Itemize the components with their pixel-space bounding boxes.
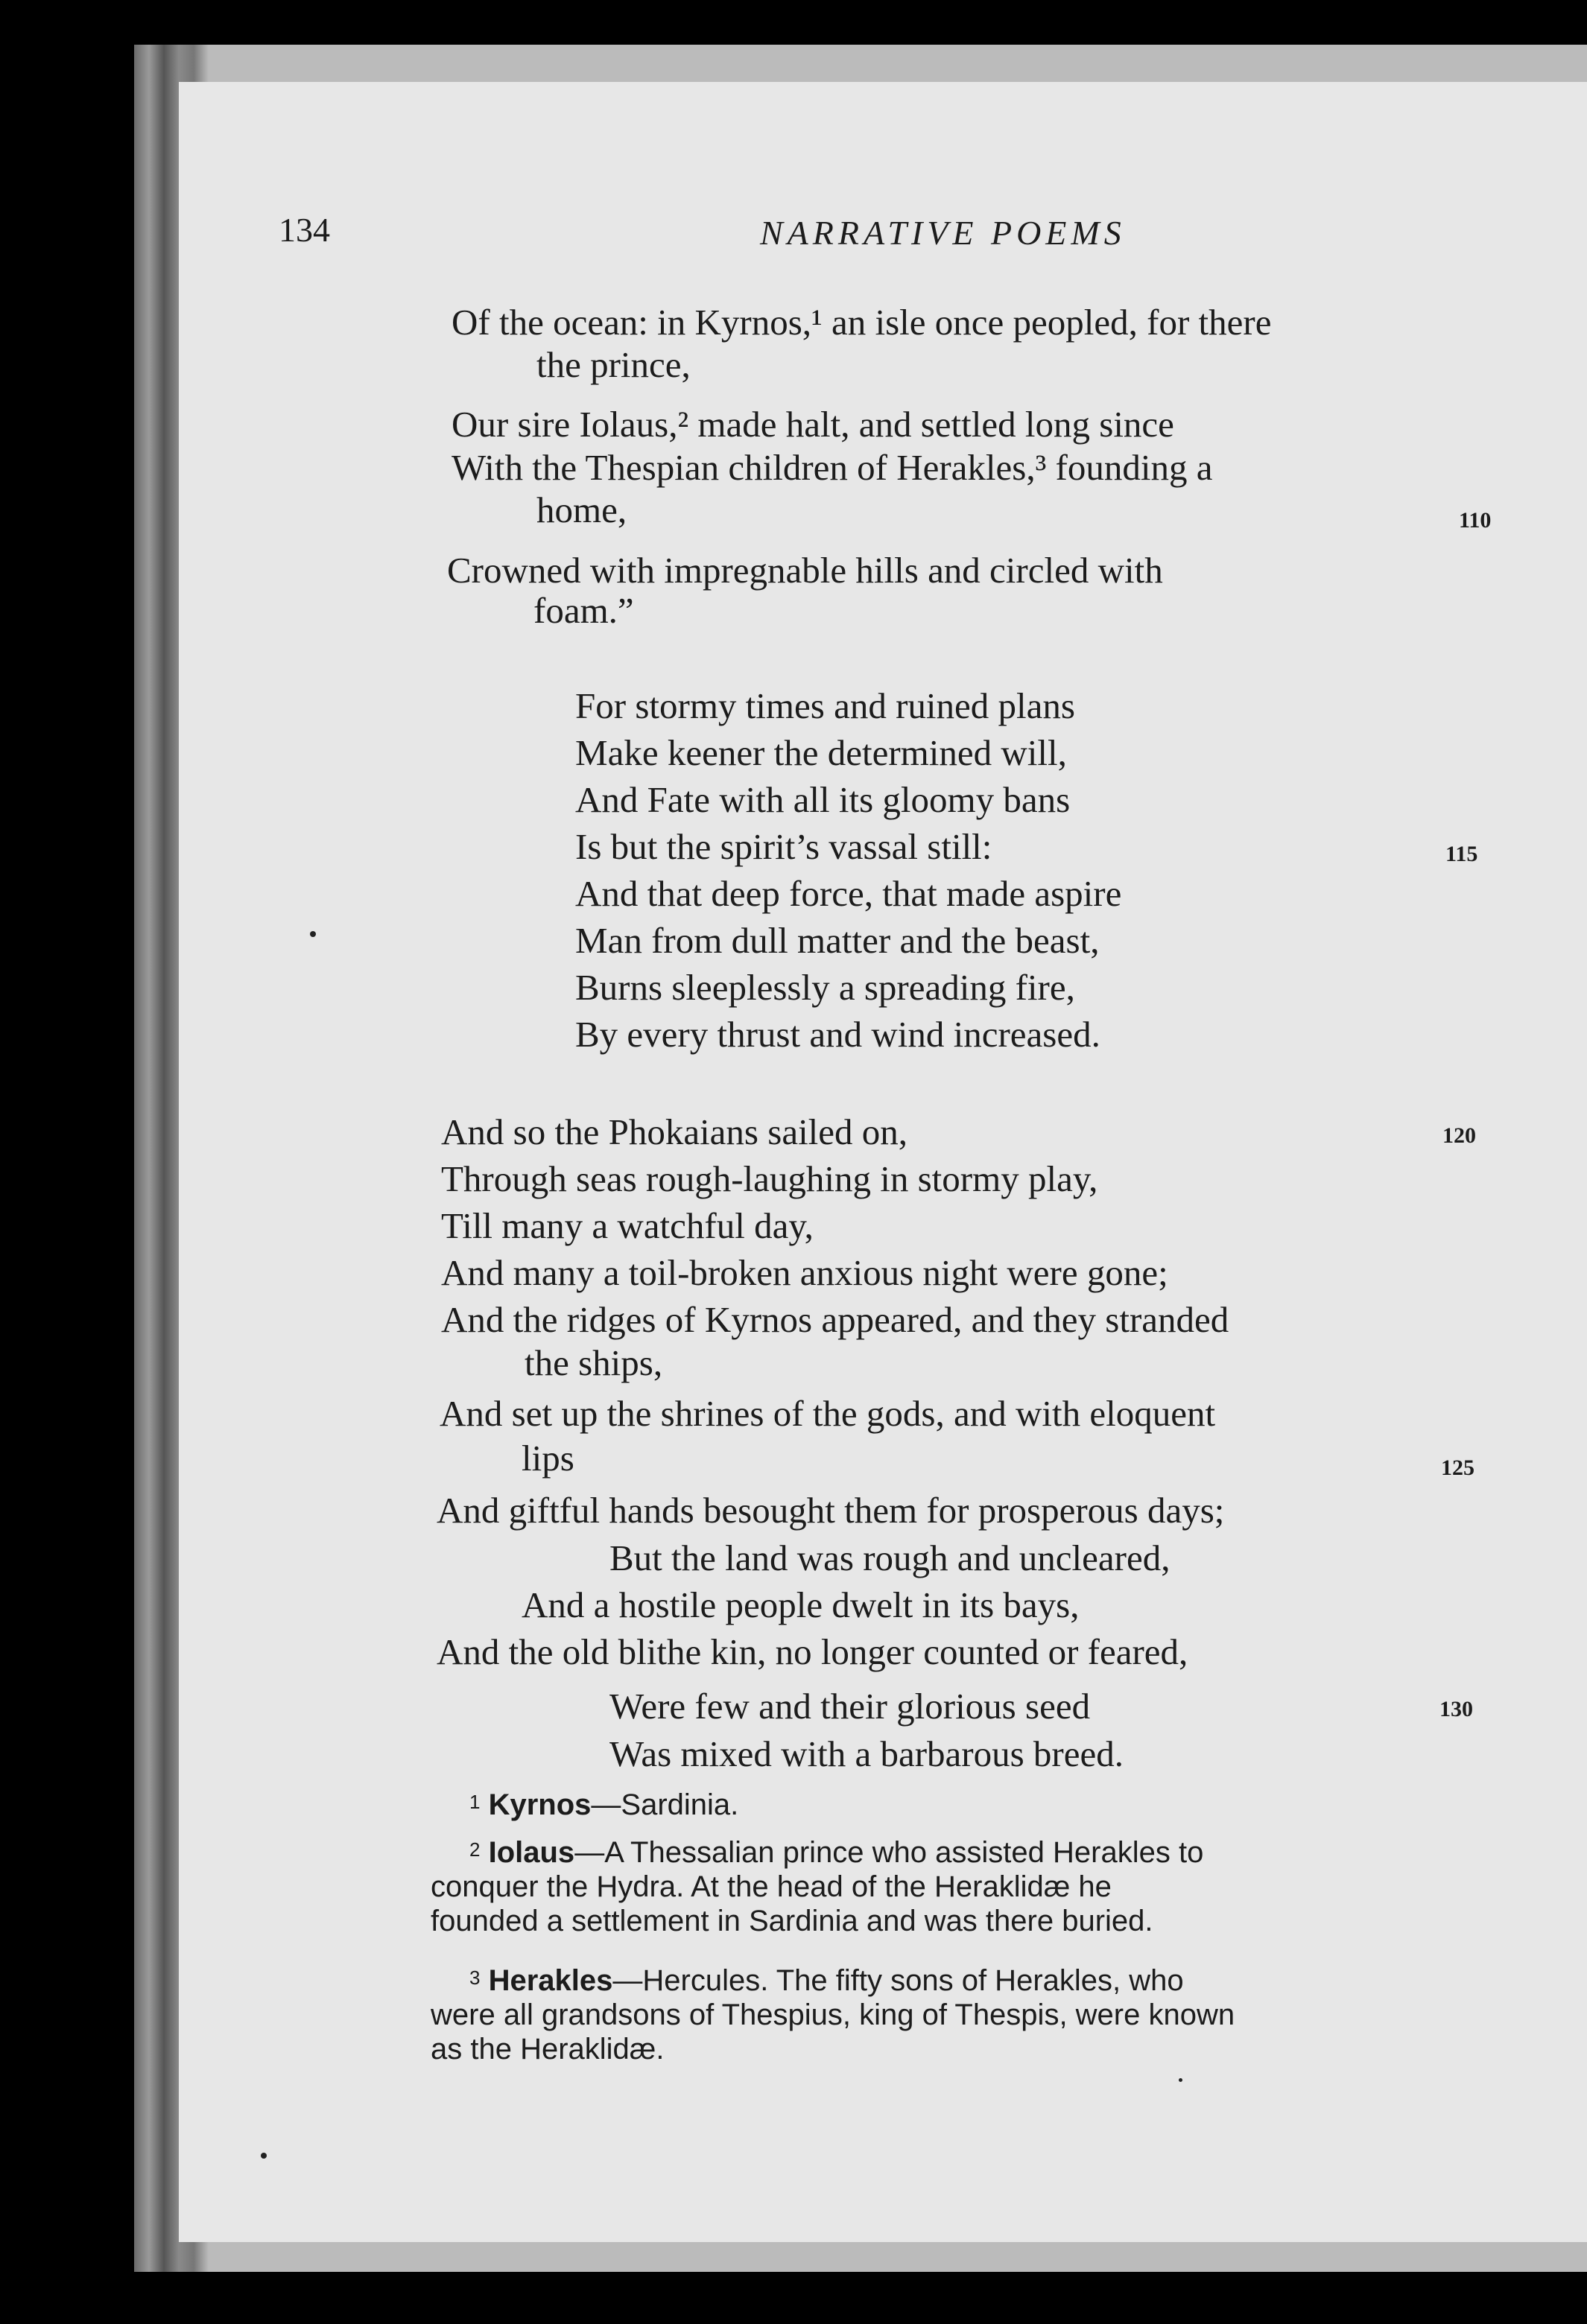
verse-line: Is but the spirit’s vassal still: bbox=[575, 826, 992, 867]
verse-line: foam.” bbox=[533, 590, 634, 631]
footnote-3-cont: were all grandsons of Thespius, king of Thespis, were known bbox=[431, 1998, 1235, 2031]
verse-line: By every thrust and wind increased. bbox=[575, 1014, 1100, 1055]
footnote-2-cont: conquer the Hydra. At the head of the Heraklidæ he bbox=[431, 1870, 1112, 1903]
verse-line: lips bbox=[522, 1438, 574, 1479]
verse-line: And that deep force, that made aspire bbox=[575, 873, 1122, 914]
verse-line: Were few and their glorious seed bbox=[609, 1686, 1091, 1727]
verse-line: Burns sleeplessly a spreading fire, bbox=[575, 967, 1075, 1008]
running-title: NARRATIVE POEMS bbox=[760, 214, 1126, 252]
footnote-3-cont: as the Heraklidæ. bbox=[431, 2033, 665, 2066]
footnote-term: Kyrnos bbox=[488, 1788, 592, 1821]
verse-line: And set up the shrines of the gods, and with eloquent bbox=[440, 1393, 1216, 1434]
verse-line: the prince, bbox=[536, 344, 691, 385]
verse-line: But the land was rough and uncleared, bbox=[609, 1537, 1171, 1578]
line-number: 120 bbox=[1442, 1123, 1476, 1148]
verse-line: Till many a watchful day, bbox=[441, 1205, 814, 1246]
footnote-1: $^1$ Kyrnos—Sardinia. bbox=[469, 1788, 739, 1821]
verse-line: And the ridges of Kyrnos appeared, and they stranded bbox=[441, 1299, 1229, 1340]
verse-line: the ships, bbox=[525, 1342, 663, 1383]
verse-line: Crowned with impregnable hills and circled with bbox=[447, 550, 1163, 591]
scan-speck bbox=[261, 2153, 267, 2159]
verse-line: Through seas rough-laughing in stormy play, bbox=[441, 1158, 1098, 1199]
verse-line: And a hostile people dwelt in its bays, bbox=[522, 1584, 1080, 1625]
line-number: 110 bbox=[1459, 508, 1492, 533]
verse-line: And so the Phokaians sailed on, bbox=[441, 1111, 908, 1152]
verse-line: Man from dull matter and the beast, bbox=[575, 920, 1100, 961]
verse-line: home, bbox=[536, 489, 627, 530]
line-number: 125 bbox=[1441, 1455, 1474, 1480]
page-number: 134 bbox=[279, 211, 330, 249]
verse-line: Make keener the determined will, bbox=[575, 732, 1067, 773]
verse-line: Of the ocean: in Kyrnos,¹ an isle once peopled, for there bbox=[452, 302, 1272, 343]
footnote-2: $^2$ Iolaus—A Thessalian prince who assisted Herakles to bbox=[469, 1836, 1204, 1869]
footnote-3: $^3$ Herakles—Hercules. The fifty sons of Herakles, who bbox=[469, 1964, 1184, 1997]
verse-line: For stormy times and ruined plans bbox=[575, 685, 1075, 726]
footnote-term: Herakles bbox=[488, 1964, 613, 1997]
verse-line: And giftful hands besought them for prosperous days; bbox=[437, 1490, 1225, 1531]
line-number: 115 bbox=[1445, 842, 1478, 866]
verse-line: And the old blithe kin, no longer counted or feared, bbox=[437, 1631, 1188, 1672]
scan-speck bbox=[310, 931, 316, 937]
scan-speck bbox=[1179, 2078, 1182, 2082]
verse-line: Our sire Iolaus,² made halt, and settled long since bbox=[452, 404, 1174, 445]
verse-line: And Fate with all its gloomy bans bbox=[575, 779, 1071, 820]
verse-line: With the Thespian children of Herakles,³ founding a bbox=[452, 447, 1213, 488]
verse-line: Was mixed with a barbarous breed. bbox=[609, 1733, 1124, 1774]
footnote-term: Iolaus bbox=[488, 1836, 575, 1869]
verse-line: And many a toil-broken anxious night were gone; bbox=[441, 1252, 1168, 1293]
line-number: 130 bbox=[1439, 1697, 1473, 1721]
footnote-2-cont: founded a settlement in Sardinia and was there buried. bbox=[431, 1905, 1153, 1937]
